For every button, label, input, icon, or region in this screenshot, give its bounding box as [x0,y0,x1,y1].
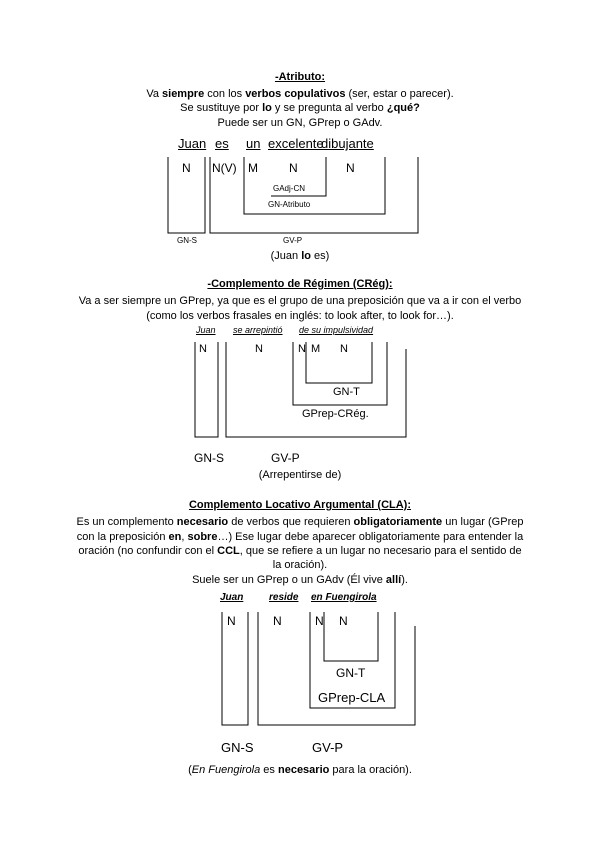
cla-n-juan: N [227,614,236,628]
creg-heading: -Complemento de Régimen (CRég): [207,278,393,290]
atributo-n-excelente: N [289,161,298,175]
atributo-m-un: M [248,161,258,175]
atributo-caption: (Juan lo es) [270,250,330,262]
cla-heading: Complemento Locativo Argumental (CLA): [188,499,412,511]
atributo-gv-p: GV-P [283,236,303,245]
creg-line-1: Va a ser siempre un GPrep, ya que es el grupo de una preposición que va a ir con el verbo [78,295,522,307]
creg-n-impulsividad: N [340,343,348,355]
creg-gv-p: GV-P [271,451,300,465]
cla-word-juan: Juan [220,592,244,603]
cla-gn-s: GN-S [221,740,254,755]
cla-word-reside: reside [269,592,299,603]
atributo-word-es: es [215,136,229,151]
cla-caption: (En Fuengirola es necesario para la oración). [188,764,412,776]
creg-line-2: (como los verbos frasales en inglés: to look after, to look for…). [146,310,454,322]
creg-caption: (Arrepentirse de) [258,469,342,481]
creg-n-de: N [298,343,306,355]
atributo-word-un: un [246,136,261,151]
atributo-word-juan: Juan [178,136,207,151]
atributo-line-3: Puede ser un GN, GPrep o GAdv. [217,117,383,129]
atributo-n-es: N(V) [212,161,237,175]
cla-gn-t: GN-T [336,666,366,680]
atributo-gn-s: GN-S [177,236,197,245]
cla-n-fuengirola: N [339,614,348,628]
cla-line-2: con la preposición en, sobre…) Ese lugar debe aparecer obligatoriamente para entender la [76,531,524,543]
cla-n-reside: N [273,614,282,628]
atributo-gadj-cn: GAdj-CN [273,184,306,193]
cla-n-en: N [315,614,324,628]
atributo-line-2: Se sustituye por lo y se pregunta al verbo ¿qué? [180,102,420,114]
cla-line-5: Suele ser un GPrep o un GAdv (Él vive allí). [192,574,408,586]
atributo-heading: -Atributo: [274,71,326,83]
cla-line-1: Es un complemento necesario de verbos que requieren obligatoriamente un lugar (GPrep [76,516,524,528]
atributo-n-dibujante: N [346,161,355,175]
creg-n-verb: N [255,343,263,355]
creg-gn-s: GN-S [194,451,224,465]
cla-line-4: la oración). [272,559,328,571]
creg-n-juan: N [199,343,207,355]
cla-line-3: oración (no confundir con el CCL, que se refiere a un lugar no necesario para el sentido de [78,545,522,557]
cla-word-en-fuengirola: en Fuengirola [311,592,377,603]
creg-word-de-su-impulsividad: de su impulsividad [299,325,374,335]
atributo-n-juan: N [182,161,191,175]
cla-gv-p: GV-P [312,740,344,755]
atributo-word-excelente: excelente [268,136,324,151]
creg-word-juan: Juan [196,325,216,335]
atributo-gn-atributo: GN-Atributo [268,200,311,209]
atributo-line-1: Va siempre con los verbos copulativos (ser, estar o parecer). [146,88,454,100]
creg-word-se-arrepintio: se arrepintió [233,325,283,335]
creg-m-su: M [311,343,321,355]
cla-gprep-cla: GPrep-CLA [318,690,386,705]
creg-gprep-creg: GPrep-CRég. [302,408,369,420]
creg-gn-t: GN-T [333,386,360,398]
atributo-word-dibujante: dibujante [321,136,374,151]
